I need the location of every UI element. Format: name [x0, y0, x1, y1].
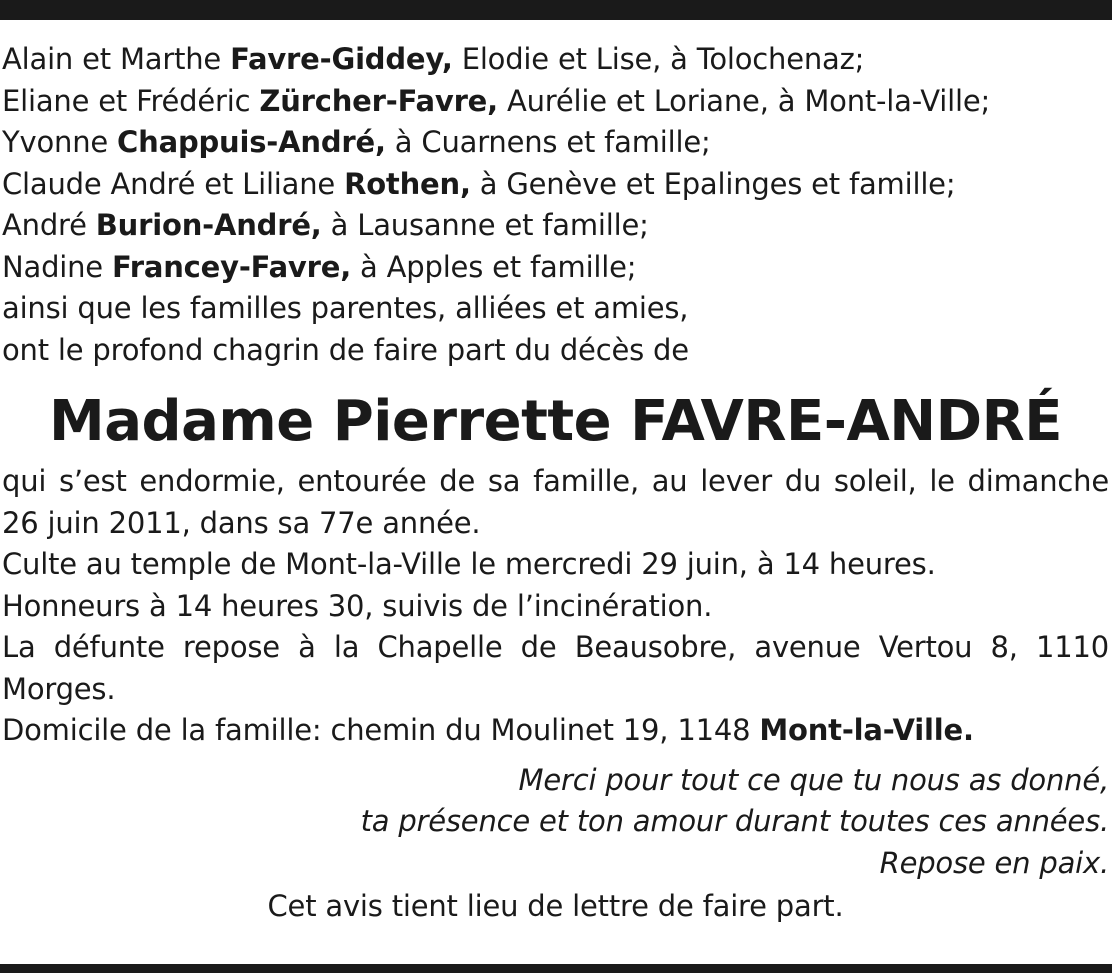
family-line: André Burion-André, à Lausanne et famille;: [2, 208, 649, 242]
deceased-name: Madame Pierrette FAVRE-ANDRÉ: [48, 389, 1063, 454]
domicile-town: Mont-la-Ville.: [759, 713, 974, 747]
top-rule: [0, 0, 1112, 20]
family-surname: Rothen,: [344, 166, 471, 201]
intro-line-2: ont le profond chagrin de faire part du décès de: [2, 332, 689, 367]
family-surname: Francey-Favre,: [111, 249, 352, 284]
rest-location-line-1: La défunte repose à la Chapelle de Beausobre, avenue Vertou 8, 1110: [2, 630, 1109, 664]
family-line: Alain et Marthe Favre-Giddey, Elodie et Lise, à Tolochenaz;: [2, 42, 865, 76]
obituary-notice: [2, 39, 1109, 928]
rest-location-line-2: Morges.: [2, 671, 116, 706]
family-domicile: Domicile de la famille: chemin du Moulinet 19, 1148 Mont-la-Ville.: [2, 713, 974, 747]
honors-info: Honneurs à 14 heures 30, suivis de l’incinération.: [2, 588, 713, 623]
family-list: [2, 39, 1109, 288]
ceremony-info: Culte au temple de Mont-la-Ville le mercredi 29 juin, à 14 heures.: [2, 547, 936, 581]
family-line: Nadine Francey-Favre, à Apples et famille;: [2, 249, 637, 284]
farewell-quote: [2, 760, 1109, 885]
bottom-rule: [0, 964, 1112, 973]
family-line: Eliane et Frédéric Zürcher-Favre, Aurélie et Loriane, à Mont-la-Ville;: [2, 83, 991, 118]
family-surname: Burion-André,: [95, 208, 322, 242]
quote-line-3: Repose en paix.: [879, 845, 1109, 880]
details-line-1: qui s’est endormie, entourée de sa famille, au lever du soleil, le dimanche: [2, 464, 1109, 498]
family-surname: Zürcher-Favre,: [259, 83, 498, 118]
quote-line-2: ta présence et ton amour durant toutes ces années.: [360, 804, 1109, 838]
quote-line-1: Merci pour tout ce que tu nous as donné,: [518, 762, 1109, 797]
details-line-2: 26 juin 2011, dans sa 77e année.: [2, 505, 481, 540]
closing-note: Cet avis tient lieu de lettre de faire part.: [267, 889, 844, 923]
family-line: Claude André et Liliane Rothen, à Genève et Epalinges et famille;: [2, 166, 956, 201]
family-surname: Favre-Giddey,: [230, 42, 453, 76]
family-surname: Chappuis-André,: [117, 125, 386, 159]
family-line: Yvonne Chappuis-André, à Cuarnens et famille;: [2, 125, 711, 159]
intro-line-1: ainsi que les familles parentes, alliées et amies,: [2, 291, 689, 325]
